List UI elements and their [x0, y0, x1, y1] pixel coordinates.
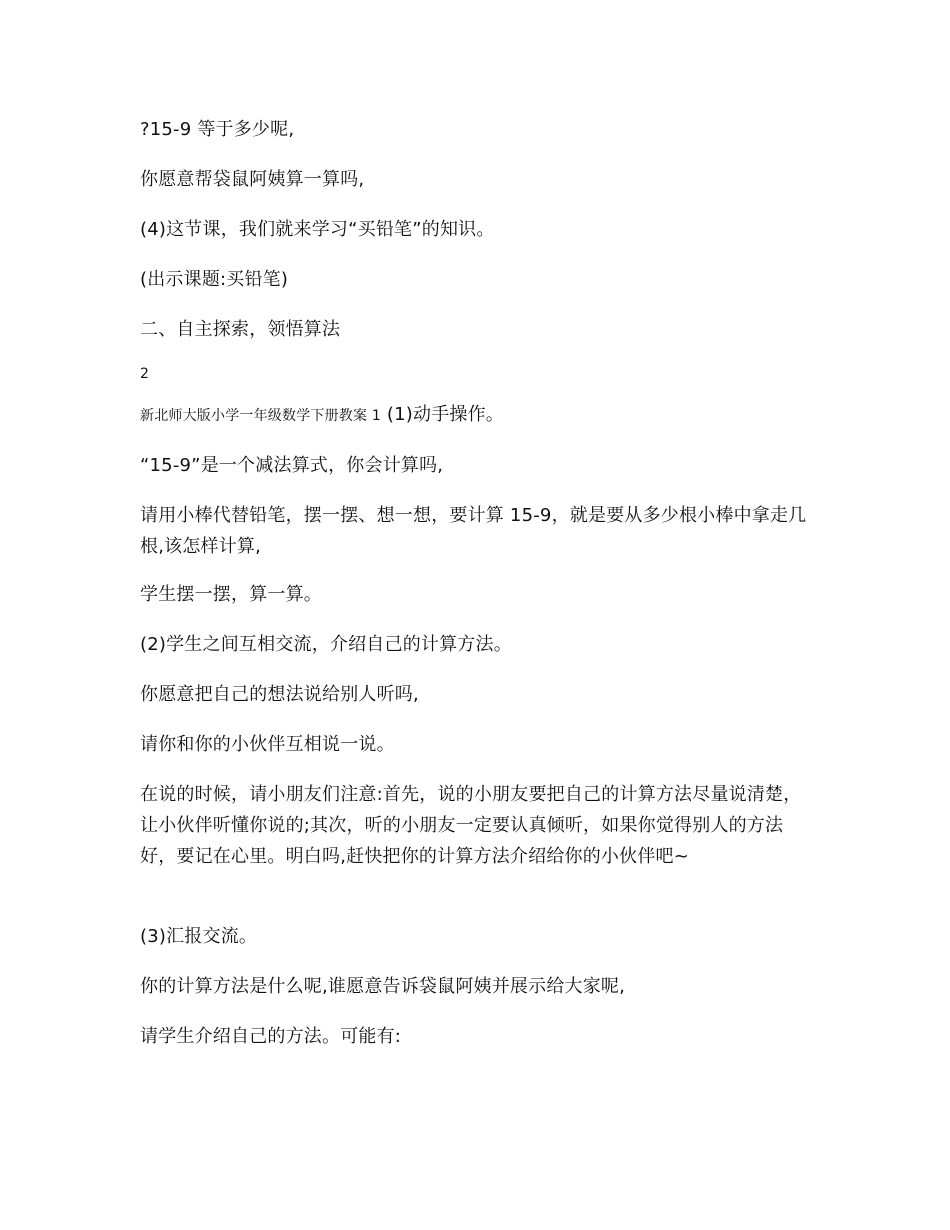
text-line: 你的计算方法是什么呢,谁愿意告诉袋鼠阿姨并展示给大家呢, [140, 976, 626, 997]
text-line: “15-9”是一个减法算式，你会计算吗, [140, 455, 444, 476]
text-line: ?15-9 等于多少呢, [140, 119, 295, 140]
text-line: 请学生介绍自己的方法。可能有: [140, 1026, 402, 1047]
text-line: (4)这节课，我们就来学习“买铅笔”的知识。 [140, 219, 495, 240]
text-line: (3)汇报交流。 [140, 926, 258, 947]
running-header-row [140, 399, 810, 432]
paragraph: 请用小棒代替铅笔，摆一摆、想一想，要计算 15-9，就是要从多少根小棒中拿走几根,该怎样计算, [140, 505, 807, 557]
text-line: (2)学生之间互相交流，介绍自己的计算方法。 [140, 634, 512, 655]
running-header: 新北师大版小学一年级数学下册教案 1 [140, 408, 381, 424]
paragraph: 在说的时候，请小朋友们注意:首先，说的小朋友要把自己的计算方法尽量说清楚，让小伙伴听懂你说的;其次，听的小朋友一定要认真倾听，如果你觉得别人的方法好，要记在心里。明白吗,赶快把你的计算方法介绍给你的小伙伴吧~ [140, 784, 802, 867]
text-line: 学生摆一摆，算一算。 [140, 584, 322, 605]
section-heading: 二、自主探索，领悟算法 [140, 319, 341, 340]
text-line: 你愿意帮袋鼠阿姨算一算吗, [140, 169, 365, 190]
text-line: 你愿意把自己的想法说给别人听吗, [140, 684, 419, 705]
page-number: 2 [140, 366, 150, 382]
text-line: 请你和你的小伙伴互相说一说。 [140, 734, 395, 755]
text-line: (出示课题:买铅笔) [140, 269, 289, 290]
header-continuation: (1)动手操作。 [386, 404, 504, 425]
